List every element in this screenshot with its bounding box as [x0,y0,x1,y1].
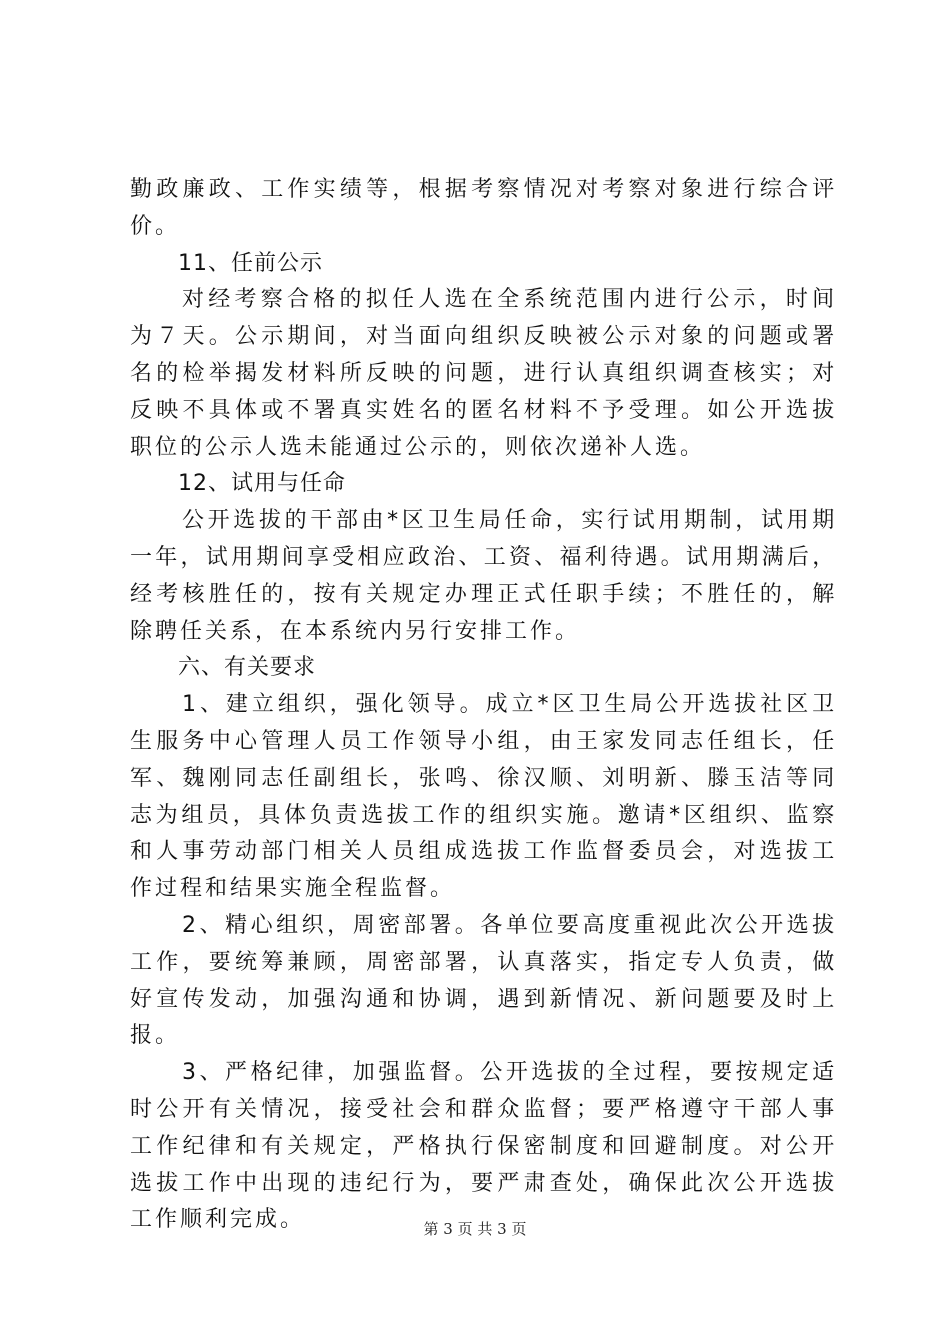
text-line: 时公开有关情况，接受社会和群众监督；要严格遵守干部人事 [130,1096,835,1122]
document-body [130,172,835,1239]
text-line: 好宣传发动，加强沟通和协调，遇到新情况、新问题要及时上 [130,986,835,1012]
text-line: 公开选拔的干部由*区卫生局任命，实行试用期制，试用期 [182,508,835,534]
text-line: 选拔工作中出现的违纪行为，要严肃查处，确保此次公开选拔 [130,1170,835,1196]
text-line: 志为组员，具体负责选拔工作的组织实施。邀请*区组织、监察 [130,802,835,828]
text-line: 军、魏刚同志任副组长，张鸣、徐汉顺、刘明新、滕玉洁等同 [130,765,835,791]
text-line: 和人事劳动部门相关人员组成选拔工作监督委员会，对选拔工 [130,839,835,865]
text-line: 2、精心组织，周密部署。各单位要高度重视此次公开选拔 [182,912,835,938]
text-line: 为７天。公示期间，对当面向组织反映被公示对象的问题或署 [130,324,835,350]
text-line: 工作纪律和有关规定，严格执行保密制度和回避制度。对公开 [130,1133,835,1159]
text-line: 价。 [130,213,181,239]
text-line: 勤政廉政、工作实绩等，根据考察情况对考察对象进行综合评 [130,177,835,202]
text-line: 工作，要统筹兼顾，周密部署，认真落实，指定专人负责，做 [130,949,835,975]
text-line: 作过程和结果实施全程监督。 [130,876,456,902]
page-footer: 第 3 页 共 3 页 [423,1220,527,1238]
text-line: 名的检举揭发材料所反映的问题，进行认真组织调查核实；对 [130,360,835,386]
text-line: 工作顺利完成。 [130,1207,306,1233]
section-heading: 11、任前公示 [178,250,323,276]
text-line: 反映不具体或不署真实姓名的匿名材料不予受理。如公开选拔 [130,397,835,423]
text-line: 除聘任关系，在本系统内另行安排工作。 [130,618,581,644]
section-heading: 12、试用与任命 [178,471,346,497]
text-line: 报。 [130,1023,181,1049]
text-line: 经考核胜任的，按有关规定办理正式任职手续；不胜任的，解 [130,581,835,607]
text-line: 职位的公示人选未能通过公示的，则依次递补人选。 [130,434,706,460]
text-line: 一年，试用期间享受相应政治、工资、福利待遇。试用期满后， [130,544,835,570]
text-line: 生服务中心管理人员工作领导小组，由王家发同志任组长，任 [130,728,835,754]
text-line: 对经考察合格的拟任人选在全系统范围内进行公示，时间 [182,287,835,313]
text-line: 1、建立组织，强化领导。成立*区卫生局公开选拔社区卫 [182,692,835,718]
text-line: 3、严格纪律，加强监督。公开选拔的全过程，要按规定适 [182,1060,835,1086]
section-heading: 六、有关要求 [178,655,317,681]
